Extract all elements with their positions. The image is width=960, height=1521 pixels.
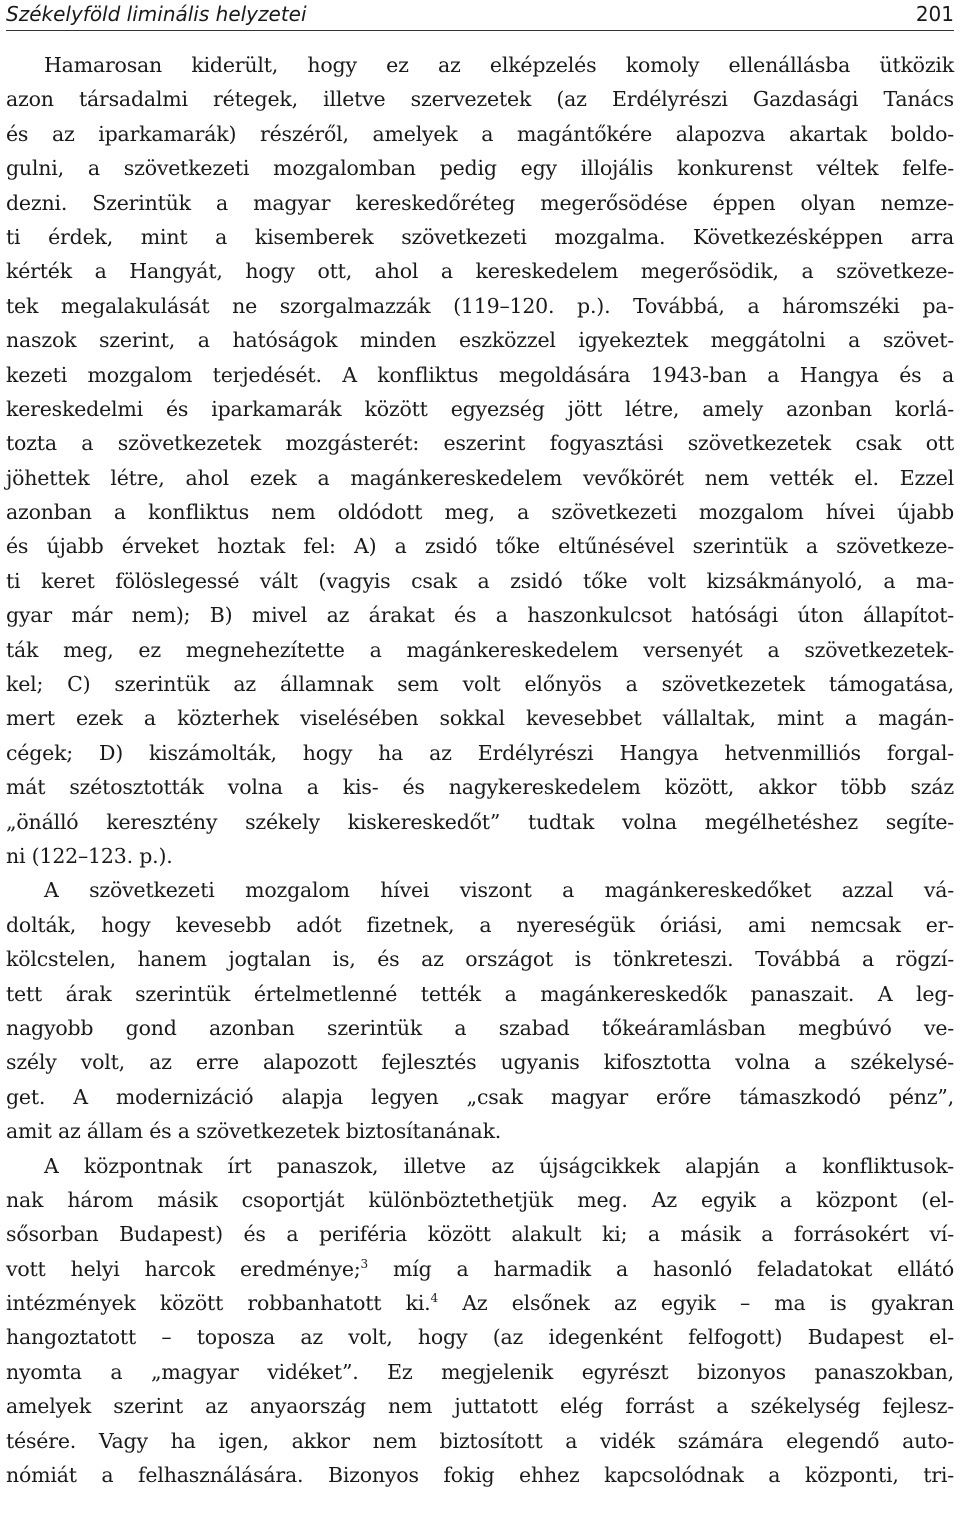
text-line: nak három másik csoportját különböztethetjük meg. Az egyik a központ (el- (6, 1187, 954, 1212)
text-line: „önálló keresztény székely kiskereskedőt” tudtak volna megélhetéshez segíte- (6, 809, 954, 834)
text-line: mert ezek a közterhek viselésében sokkal kevesebbet vállaltak, mint a magán- (6, 706, 954, 731)
text-line: ták meg, ez megnehezítette a magánkereskedelem versenyét a szövetkezetek- (6, 637, 954, 662)
text-line: kérték a Hangyát, hogy ott, ahol a kereskedelem megerősödik, a szövetkeze- (6, 259, 954, 284)
document-page (6, 0, 954, 1521)
text-segment: intézmények között robbanhatott ki. (6, 1291, 431, 1316)
footnote-ref-3[interactable]: 3 (360, 1256, 368, 1271)
text-line: gulni, a szövetkezeti mozgalomban pedig egy illojális konkurenst véltek felfe- (6, 156, 954, 181)
text-segment: Az elsőnek az egyik – ma is gyakran (462, 1291, 954, 1316)
text-line: ti keret fölöslegessé vált (vagyis csak a zsidó tőke volt kizsákmányoló, a ma- (6, 568, 954, 593)
text-line: gyar már nem); B) mivel az árakat és a haszonkulcsot hatósági úton állapítot- (6, 603, 954, 628)
page-number: 201 (915, 2, 954, 26)
text-line: dezni. Szerintük a magyar kereskedőréteg megerősödése éppen olyan nemze- (6, 190, 954, 215)
text-line: kel; C) szerintük az államnak sem volt előnyös a szövetkezetek támogatása, (6, 672, 954, 697)
text-line: A központnak írt panaszok, illetve az újságcikkek alapján a konfliktusok- (44, 1153, 954, 1178)
text-line: ti érdek, mint a kisemberek szövetkezeti mozgalma. Következésképpen arra (6, 224, 954, 249)
footnote-ref-4[interactable]: 4 (430, 1291, 438, 1306)
text-line: azonban a konfliktus nem oldódott meg, a szövetkezeti mozgalom hívei újabb (6, 500, 954, 525)
running-header (6, 0, 954, 31)
text-line: tett árak szerintük értelmetlenné tették a magánkereskedők panaszait. A leg- (6, 981, 954, 1006)
text-line: kezeti mozgalom terjedését. A konfliktus megoldására 1943-ban a Hangya és a (6, 362, 954, 387)
text-line: dolták, hogy kevesebb adót fizetnek, a nyereségük óriási, ami nemcsak er- (6, 912, 954, 937)
text-segment: míg a harmadik a hasonló feladatokat ellátó (393, 1256, 954, 1281)
text-line: A szövetkezeti mozgalom hívei viszont a magánkereskedőket azzal vá- (44, 878, 954, 903)
paragraph-2 (6, 873, 954, 1148)
text-line: sősorban Budapest) és a periféria között alakult ki; a másik a forrásokért ví- (6, 1222, 954, 1247)
text-line: amelyek szerint az anyaország nem juttatott elég forrást a székelység fejlesz- (6, 1394, 954, 1419)
text-line: Hamarosan kiderült, hogy ez az elképzelés komoly ellenállásba ütközik (44, 53, 954, 77)
text-line: nómiát a felhasználására. Bizonyos fokig ehhez kapcsolódnak a központi, tri- (6, 1463, 954, 1488)
paragraph-3 (6, 1149, 954, 1493)
text-line: ni (122–123. p.). (6, 843, 173, 868)
text-line: mát szétosztották volna a kis- és nagykereskedelem között, akkor több száz (6, 775, 954, 800)
body-text (6, 48, 954, 1492)
text-line: cégek; D) kiszámolták, hogy ha az Erdélyrészi Hangya hetvenmilliós forgal- (6, 740, 954, 765)
text-line: azon társadalmi rétegek, illetve szervezetek (az Erdélyrészi Gazdasági Tanács (6, 87, 954, 112)
text-line: kereskedelmi és iparkamarák között egyezség jött létre, amely azonban korlá- (6, 396, 954, 421)
text-line: jöhettek létre, ahol ezek a magánkereskedelem vevőkörét nem vették el. Ezzel (6, 465, 954, 490)
text-line: és az iparkamarák) részéről, amelyek a magántőkére alapozva akartak boldo- (6, 121, 954, 146)
running-title: Székelyföld liminális helyzetei (6, 2, 307, 26)
paragraph-1 (6, 48, 954, 873)
text-line-with-footnote (6, 1286, 954, 1320)
text-line: tek megalakulását ne szorgalmazzák (119–120. p.). Továbbá, a háromszéki pa- (6, 293, 954, 318)
text-line: szély volt, az erre alapozott fejlesztés ugyanis kifosztotta volna a székelysé- (6, 1050, 954, 1075)
text-line: naszok szerint, a hatóságok minden eszközzel igyekeztek meggátolni a szövet- (6, 328, 954, 353)
text-line: get. A modernizáció alapja legyen „csak magyar erőre támaszkodó pénz”, (6, 1084, 954, 1109)
text-line: tozta a szövetkezetek mozgásterét: eszerint fogyasztási szövetkezetek csak ott (6, 431, 954, 456)
text-line: kölcstelen, hanem jogtalan is, és az országot is tönkreteszi. Továbbá a rögzí- (6, 947, 954, 972)
text-segment: vott helyi harcok eredménye; (6, 1256, 361, 1281)
text-line: hangoztatott – toposza az volt, hogy (az idegenként felfogott) Budapest el- (6, 1325, 954, 1350)
text-line: amit az állam és a szövetkezetek biztosítanának. (6, 1119, 502, 1144)
text-line: nyomta a „magyar vidéket”. Ez megjelenik egyrészt bizonyos panaszokban, (6, 1359, 954, 1384)
text-line: nagyobb gond azonban szerintük a szabad tőkeáramlásban megbúvó ve- (6, 1015, 954, 1040)
text-line-with-footnote (6, 1252, 954, 1286)
text-line: és újabb érveket hoztak fel: A) a zsidó tőke eltűnésével szerintük a szövetkeze- (6, 534, 954, 559)
text-line: tésére. Vagy ha igen, akkor nem biztosított a vidék számára elegendő auto- (6, 1428, 954, 1453)
